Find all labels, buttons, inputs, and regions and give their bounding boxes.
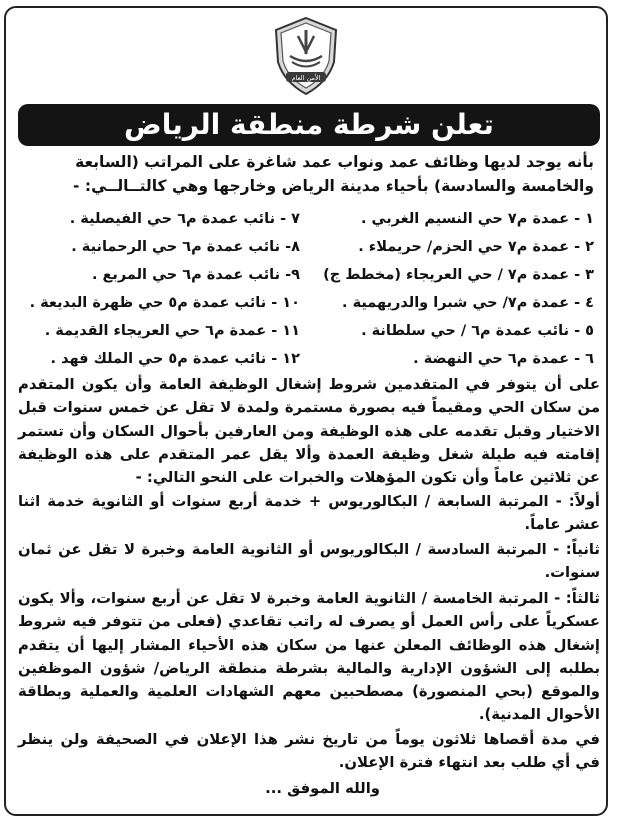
positions-row [22,345,598,373]
position-item: ١١ - عمدة م٦ حي العريجاء القديمة . [44,323,300,339]
position-item: ٥ - نائب عمدة م٦ / حي سلطانة . [361,323,594,339]
position-item: ١ - عمدة م٧ حي النسيم الغربي . [360,211,594,227]
rank-sixth-paragraph: ثانياً: - المرتبة السادسة / البكالوريوس أو الثانوية العامة وخبرة لا تقل عن ثمان سنوات. [18,541,600,582]
deadline-paragraph: في مدة أقصاها ثلاثون يوماً من تاريخ نشر هذا الإعلان في الصحيفة ولن ينظر في أي طلب بعد انتهاء فترة الإعلان. [18,731,600,772]
police-emblem-icon [270,16,342,96]
positions-row [22,261,598,289]
closing-signoff: والله الموفق ... [265,780,380,797]
intro-text: بأنه يوجد لديها وظائف عمد ونواب عمد شاغرة على المراتب (السابعة والخامسة والسادسة) بأحياء مدينة الرياض وخارجها وهي كالتــالــي: - [73,153,594,195]
position-item: ٤ - عمدة م٧/ حي شبرا والدريهمية . [342,295,594,311]
position-item: ١٢ - نائب عمدة م٥ حي الملك فهد . [50,351,300,367]
ad-title: تعلن شرطة منطقة الرياض [18,104,600,146]
positions-row [22,205,598,233]
positions-row [22,289,598,317]
position-item: ١٠ - نائب عمدة م٥ حي ظهرة البديعة . [29,295,300,311]
positions-list [22,205,598,373]
positions-row [22,317,598,345]
position-item: ٦ - عمدة م٦ حي النهضة . [413,351,594,367]
rank-seventh-paragraph: أولاً: - المرتبة السابعة / البكالوريوس + خدمة أربع سنوات أو الثانوية خدمة اثنا عشر عاماً. [18,493,600,534]
rank-fifth-paragraph: ثالثاً: - المرتبة الخامسة / الثانوية العامة وخبرة لا تقل عن أربع سنوات، وألا يكون عسكرياً على رأس العمل أو يصرف له راتب تقاعدي (فعلى من تتوفر فيه شروط إشغال هذه الوظائف المعلن عنها من سكان هذه الأحياء المشار إليها أن يتقدم بطلبه إلى الشؤون الإدارية والمالية بشرطة منطقة الرياض/ شؤون الموظفين والموقع (بحي المنصورة) مصطحبين معهم الشهادات العلمية والعملية وبطاقة الأحوال المدنية). [18,590,600,724]
position-item: ٨- نائب عمدة م٦ حي الرحمانية . [71,239,300,255]
positions-row [22,233,598,261]
position-item: ٩- نائب عمدة م٦ حي المربع . [91,267,300,283]
conditions-paragraph: على أن يتوفر في المتقدمين شروط إشغال الوظيفة العامة وأن يكون المتقدم من سكان الحي ومقيماً فيه بصورة مستمرة ولمدة لا تقل عن خمس سنوات قبل الاختيار وقبل تقدمه على هذه الوظيفة ومن العارفين بأحوال السكان وأن تستمر إقامته فيه طيلة شغل وظيفة العمدة وألا يقل عمر المتقدم على هذه الوظيفة عن ثلاثين عاماً وأن تكون المؤهلات والخبرات على النحو التالي: - [18,376,600,487]
position-item: ٣ - عمدة م٧ / حي العريجاء (مخطط ج) [323,267,594,283]
position-item: ٢ - عمدة م٧ حي الحزم/ حريملاء . [358,239,594,255]
emblem-caption: الأمن العام [291,74,321,82]
position-item: ٧ - نائب عمدة م٦ حي الفيصلية . [69,211,300,227]
